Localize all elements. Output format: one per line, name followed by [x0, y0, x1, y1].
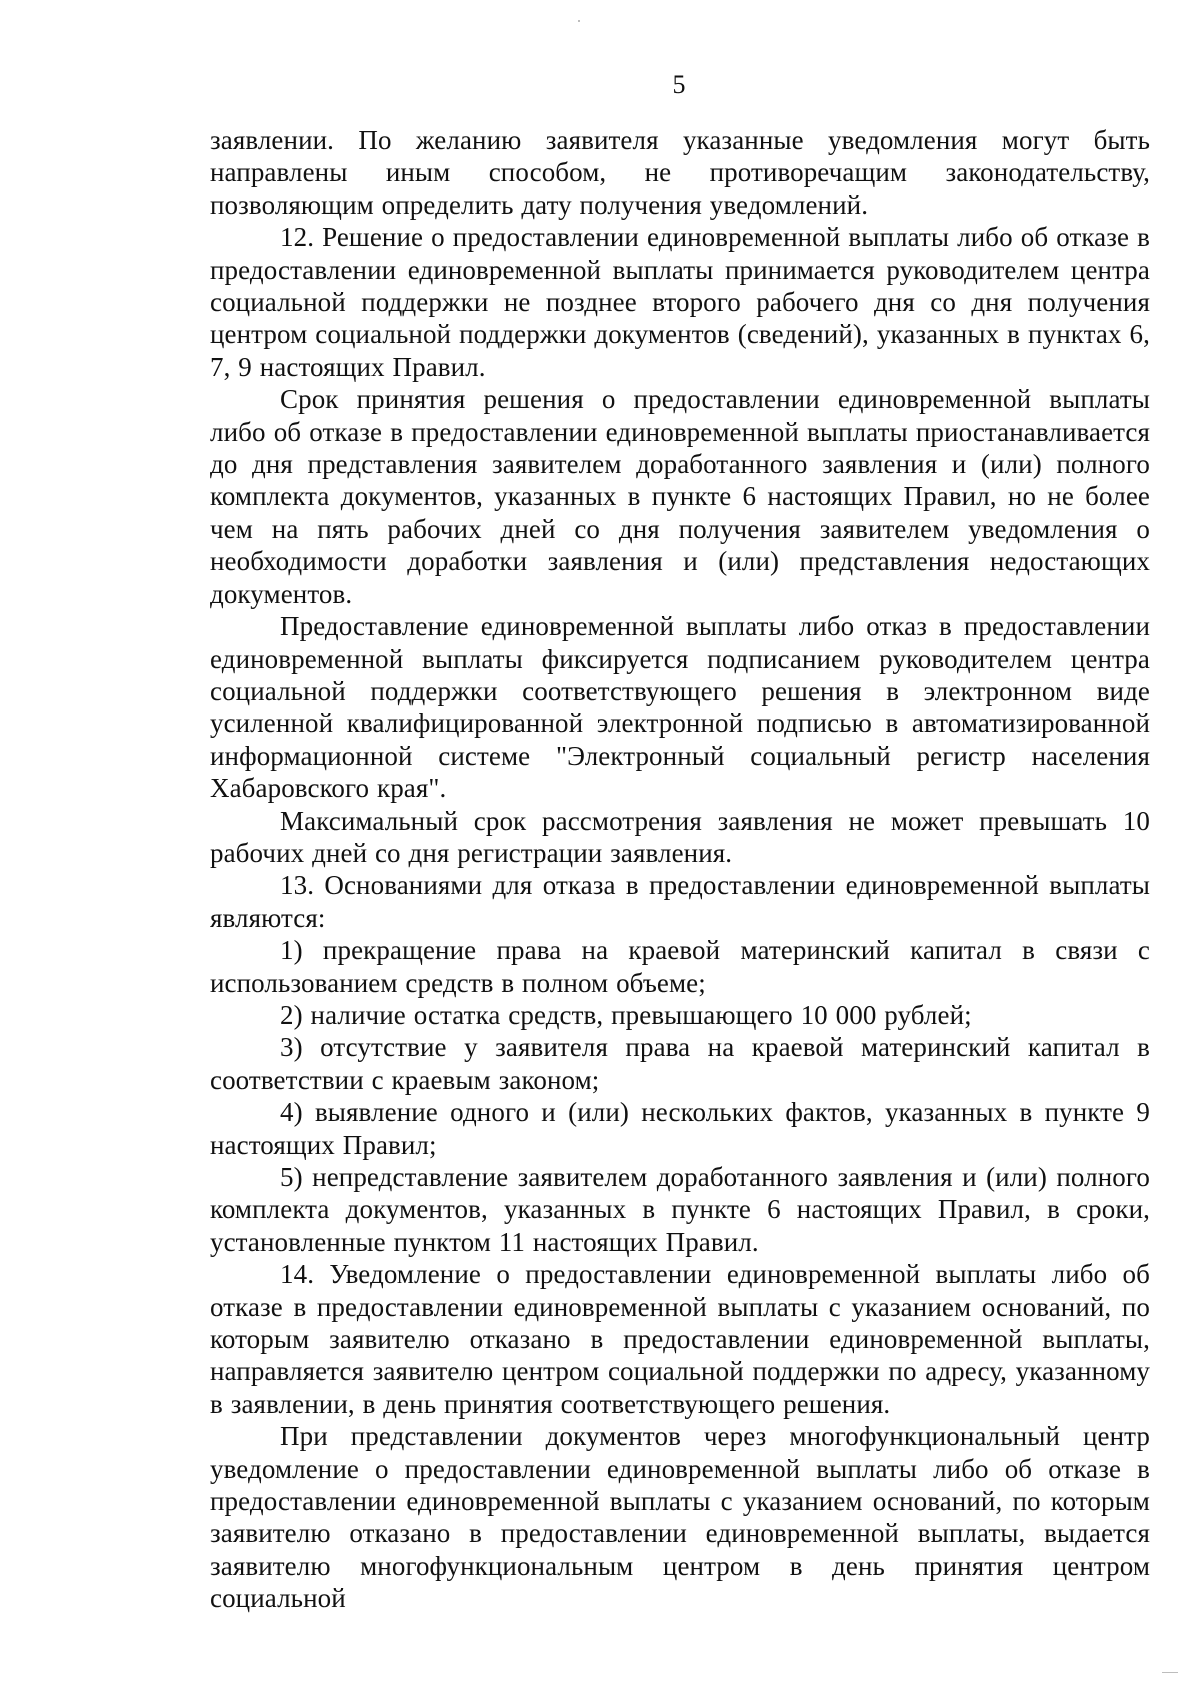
- document-body: [210, 124, 1150, 1615]
- paragraph-continuation: заявлении. По желанию заявителя указанные уведомления могут быть направлены иным способом, не противоречащим законодательству, позволяющим определить дату получения уведомлений.: [210, 125, 1150, 220]
- paragraph-decision-signing: Предоставление единовременной выплаты либо отказ в предоставлении единовременной выплаты фиксируется подписанием руководителем центра социальной поддержки соответствующего решения в электронном виде усиленной квалифицированной электронной подписью в автоматизированной информационной системе "Электронный социальный регистр населения Хабаровского края".: [210, 611, 1150, 804]
- paragraph-item-12: 12. Решение о предоставлении единовременной выплаты либо об отказе в предоставлении единовременной выплаты принимается руководителем центра социальной поддержки не позднее второго рабочего дня со дня получения центром социальной поддержки документов (сведений), указанных в пунктах 6, 7, 9 настоящих Правил.: [210, 222, 1150, 382]
- page-number: 5: [672, 70, 686, 99]
- scan-artifact: [1162, 1672, 1178, 1673]
- refusal-reason-4: 4) выявление одного и (или) нескольких фактов, указанных в пункте 9 настоящих Правил;: [210, 1097, 1150, 1160]
- refusal-reason-3: 3) отсутствие у заявителя права на краевой материнский капитал в соответствии с краевым законом;: [210, 1032, 1150, 1095]
- paragraph-item-14: 14. Уведомление о предоставлении единовременной выплаты либо об отказе в предоставлении единовременной выплаты с указанием оснований, по которым заявителю отказано в предоставлении единовременной выплаты, направляется заявителю центром социальной поддержки по адресу, указанному в заявлении, в день принятия соответствующего решения.: [210, 1259, 1150, 1419]
- paragraph-item-13: 13. Основаниями для отказа в предоставлении единовременной выплаты являются:: [210, 870, 1150, 933]
- paragraph-mfc-notice: При представлении документов через многофункциональный центр уведомление о предоставлении единовременной выплаты либо об отказе в предоставлении единовременной выплаты с указанием оснований, по которым заявителю отказано в предоставлении единовременной выплаты, выдается заявителю многофункциональным центром в день принятия центром социальной: [210, 1421, 1150, 1614]
- refusal-reason-1: 1) прекращение права на краевой материнский капитал в связи с использованием средств в полном объеме;: [210, 935, 1150, 998]
- paragraph-max-term: Максимальный срок рассмотрения заявления не может превышать 10 рабочих дней со дня регистрации заявления.: [210, 805, 1150, 868]
- refusal-reason-5: 5) непредставление заявителем доработанного заявления и (или) полного комплекта документов, указанных в пункте 6 настоящих Правил, в сроки, установленные пунктом 11 настоящих Правил.: [210, 1162, 1150, 1257]
- refusal-reason-2: 2) наличие остатка средств, превышающего 10 000 рублей;: [280, 999, 972, 1030]
- paragraph-decision-term: Срок принятия решения о предоставлении единовременной выплаты либо об отказе в предоставлении единовременной выплаты приостанавливается до дня представления заявителем доработанного заявления и (или) полного комплекта документов, указанных в пункте 6 настоящих Правил, но не более чем на пять рабочих дней со дня получения заявителем уведомления о необходимости доработки заявления и (или) представления недостающих документов.: [210, 384, 1150, 609]
- scan-artifact: [578, 20, 580, 22]
